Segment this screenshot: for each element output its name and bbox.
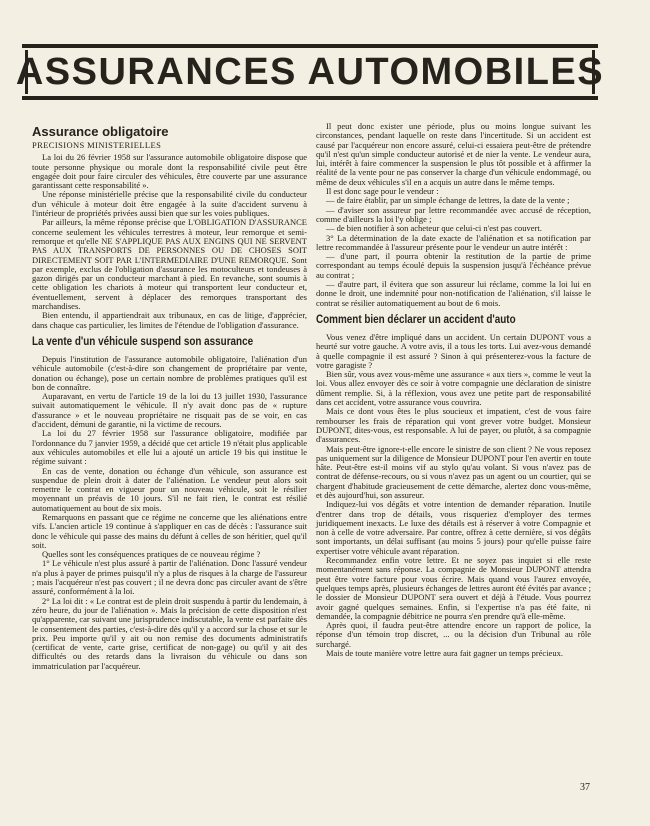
paragraph: Quelles sont les conséquences pratiques de ce nouveau régime ? <box>42 549 261 560</box>
paragraph: — de bien notifier à son acheteur que celui-ci n'est pas couvert. <box>326 223 542 234</box>
page-number: 37 <box>580 782 590 793</box>
paragraph: — d'aviser son assureur par lettre recommandée avec accusé de réception, comme d'ailleurs la loi l'y oblige ; <box>316 204 591 224</box>
paragraph: Il est donc sage pour le vendeur : <box>326 186 439 197</box>
paragraph: 2° La loi dit : « Le contrat est de plein droit suspendu à partir du lendemain, à zéro heure, du jour de l'aliénation ». Mais la précision de cette disposition n'est qu'apparente, car suivant une jurisprudence indiscutable, la vente est parfaite dès le consentement des parties, c'est-à-dire dès qu'il y a accord sur la chose et sur le prix. Peu importe qu'il y ait ou non remise des documents administratifs (certificat de vente, carte grise, certificat de non-gage) ou qu'il y ait des difficultés ou des retards dans la livraison du véhicule ou dans son immatriculation par l'acquéreur. <box>32 595 307 671</box>
title-banner <box>15 44 605 100</box>
paragraph: Auparavant, en vertu de l'article 19 de la loi du 13 juillet 1930, l'assurance suivait automatiquement le véhicule. Il n'y avait donc pas de « rupture d'assurance » et le nouveau propriétaire ne risquait pas de se voir, en cas d'accident, démuni de garantie, ni la victime de recours. <box>32 391 307 430</box>
paragraph: La loi du 27 février 1958 sur l'assurance obligatoire, modifiée par l'ordonnance du 7 janvier 1959, a décidé que cet article 19 n'était plus applicable aux véhicules automobiles et elle lui a ajouté un article 19 bis qui institue le régime suivant : <box>32 428 307 467</box>
paragraph: Bien entendu, il appartiendrait aux tribunaux, en cas de litige, d'apprécier, dans chaque cas particulier, les limites de l'étendue de l'obligation d'assurance. <box>32 310 307 330</box>
title-frame <box>15 50 605 94</box>
paragraph: 1° Le véhicule n'est plus assuré à partir de l'aliénation. Donc l'assuré vendeur n'a plus à payer de primes puisqu'il n'y a plus de risques à la charge de l'assureur ; mais l'acquéreur n'est pas couvert ; il ne devra donc pas circuler avant de s'être assuré, conformément à la loi. <box>32 558 307 597</box>
heading-assurance-obligatoire: Assurance obligatoire <box>32 124 169 139</box>
paragraph: Vous venez d'être impliqué dans un accident. Un certain DUPONT vous a heurté sur votre gauche. A votre avis, il a tous les torts. Lui avez-vous demandé à quelle compagnie il est assuré ? Sinon à qui présenterez-vous la facture de votre garagiste ? <box>316 331 591 370</box>
subheading-precisions: PRECISIONS MINISTERIELLES <box>32 140 162 150</box>
paragraph: Une réponse ministérielle précise que la responsabilité civile du conducteur d'un véhicule à moteur doit être engagée à la suite d'accident survenu à l'intérieur de propriétés privées aussi bien que sur les voies publiques. <box>32 189 307 219</box>
paragraph: Indiquez-lui vos dégâts et votre intention de demander réparation. Inutile d'entrer dans trop de détails, vous risqueriez d'employer des termes juridiquement inexacts. Le luxe des détails est à réserver à votre Compagnie et non à celle de votre adversaire. Par contre, offrez à cette dernière, si vos dégâts sont importants, un délai suffisant (au moins 5 jours) pour qu'elle puisse faire expertiser votre véhicule avant réparation. <box>316 499 591 556</box>
paragraph: En cas de vente, donation ou échange d'un véhicule, son assurance est suspendue de plein droit à dater de l'aliénation. Le vendeur peut alors soit remettre le contrat en vigueur pour un nouveau véhicule, soit le résilier moyennant un préavis de 10 jours. S'il ne fait rien, le contrat est résilié automatiquement au bout de six mois. <box>32 465 307 513</box>
paragraph: Il peut donc exister une période, plus ou moins longue suivant les circonstances, pendant laquelle on reste dans l'incertitude. Si un accident est causé par l'acquéreur non encore assuré, celui-ci essaiera peut-être de prétendre qu'il n'est qu'un simple conducteur autorisé et de nier la vente. Le vendeur aura, lui, intérêt à faire commencer la suspension le plus tôt possible et à affirmer la réalité de la vente pour ne pas conserver la charge d'un véhicule endommagé, ou même de deux véhicules s'il en a acquis un autre dans le même temps. <box>316 121 591 187</box>
left-column <box>32 124 307 671</box>
paragraph: Depuis l'institution de l'assurance automobile obligatoire, l'aliénation d'un véhicule automobile (c'est-à-dire son changement de propriétaire par vente, donation ou échange), pose un certain nombre de problèmes pratiques qu'il est bon de connaître. <box>32 353 307 392</box>
paragraph: — de faire établir, par un simple échange de lettres, la date de la vente ; <box>326 195 570 206</box>
paragraph: Recommandez enfin votre lettre. Et ne soyez pas inquiet si elle reste momentanément sans réponse. La compagnie de Monsieur DUPONT attendra peut être votre facture pour vous écrire. Mais quand vous l'aurez envoyée, quelques temps après, plusieurs échanges de lettres auront été évités par avance ; le dossier de Monsieur DUPONT sera ouvert et déjà à l'étude. Vous pourrez avoir gagné quelques semaines. Enfin, si l'expertise n'a pas été faite, ni demandée, la compagnie débitrice ne pourra s'en prendre qu'à elle-même. <box>316 555 591 621</box>
paragraph: La loi du 26 février 1958 sur l'assurance automobile obligatoire dispose que toute personne physique ou morale dont la responsabilité civile peut être engagée doit pour faire circuler des véhicules, être couverte par une assurance garantissant cette responsabilité ». <box>32 152 307 191</box>
paragraph: — d'une part, il pourra obtenir la restitution de la partie de prime correspondant au temps écoulé depuis la suspension jusqu'à l'échéance prévue au contrat ; <box>316 251 591 280</box>
paragraph: 3° La détermination de la date exacte de l'aliénation et sa notification par lettre recommandée à l'assureur présente pour le vendeur un autre intérêt : <box>316 232 591 252</box>
page-title: ASSURANCES AUTOMOBILES <box>15 50 605 93</box>
paragraph: — d'autre part, il évitera que son assureur lui réclame, comme la loi lui en donne le droit, une indemnité pour non-notification de l'aliénation, s'il laisse le contrat se résilier automatiquement au bout de 6 mois. <box>316 279 591 308</box>
paragraph: Bien sûr, vous avez vous-même une assurance « aux tiers », comme le veut la loi. Vous allez envoyer dès ce soir à votre compagnie une déclaration de sinistre dûment remplie. Si, à la réflexion, vous avez une petite part de responsabilité dans cet accident, votre assurance vous couvrira. <box>316 369 591 408</box>
heading-declarer-accident: Comment bien déclarer un accident d'auto <box>316 313 516 326</box>
paragraph: Remarquons en passant que ce régime ne concerne que les aliénations entre vifs. L'ancien article 19 continue à s'appliquer en cas de décès : l'assurance suit donc le véhicule qui passe des mains du défunt à celles de son héritier, quel qu'il soit. <box>32 511 307 550</box>
paragraph: Mais ce dont vous êtes le plus soucieux et impatient, c'est de vous faire rembourser les frais de réparation qui vont grever votre budget. Monsieur DUPONT, dites-vous, est responsable. A lui de payer, ou plutôt, à sa compagnie d'assurances. <box>316 406 591 445</box>
paragraph: Après quoi, il faudra peut-être attendre encore un rapport de police, la réponse d'un témoin trop discret, ... ou la décision d'un Tribunal au rôle surchargé. <box>316 620 591 649</box>
paragraph: Mais peut-être ignore-t-elle encore le sinistre de son client ? Ne vous reposez pas uniquement sur la diligence de Monsieur DUPONT pour l'en avertir en toute hâte. Peut-être est-il moins vif au stylo qu'au volant. Si vous n'avez pas de contrat de défense-recours, ou si vous n'avez pas un agent ou un courtier, qui se chargent d'habitude gracieusement de cette démarche, alertez donc vous-même, et dès aujourd'hui, son assureur. <box>316 443 591 500</box>
right-column <box>316 122 591 658</box>
paragraph: Par ailleurs, la même réponse précise que L'OBLIGATION D'ASSURANCE concerne seulement les véhicules terrestres à moteur, leur remorque et semi-remorque et qu'elle NE S'APPLIQUE PAS AUX ENGINS QUI NE SERVENT PAS AUX TRANSPORTS DE PERSONNES OU DE CHOSES SOIT DIRECTEMENT SOIT PAR L'INTERMEDIAIRE D'UNE REMORQUE. Sont par exemple, exclus de l'obligation d'assurance les motoculteurs et tondeuses à gazon dirigés par un conducteur marchant à pied. En revanche, sont soumis à cette obligation les chariots à moteur qui transportent leur conducteur et, éventuellement, servent à déplacer des remorques transportant des marchandises. <box>32 217 307 312</box>
paragraph: Mais de toute manière votre lettre aura fait gagner un temps précieux. <box>326 648 563 659</box>
heading-vente-vehicule: La vente d'un véhicule suspend son assurance <box>32 335 254 348</box>
